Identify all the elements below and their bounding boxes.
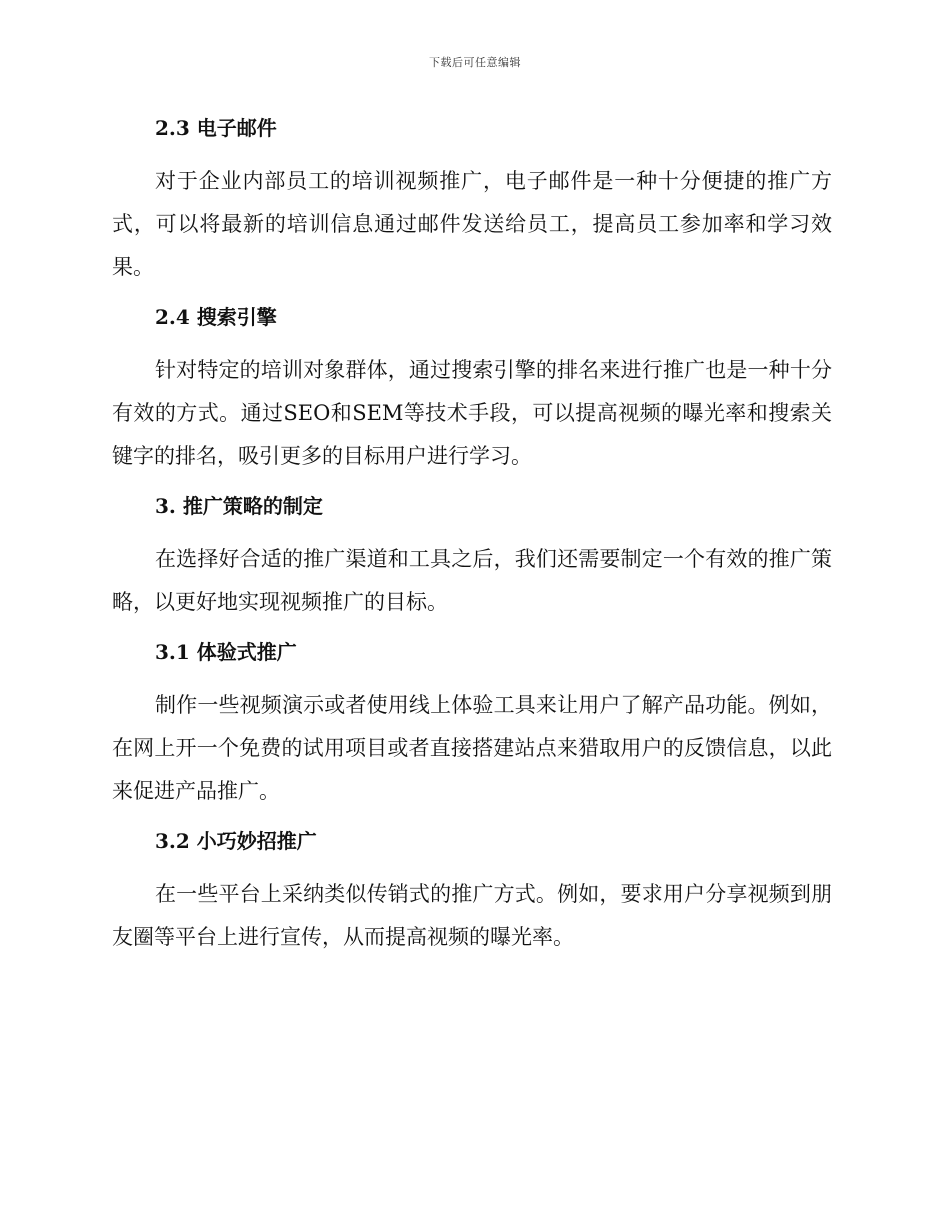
section-paragraph-2-3: 对于企业内部员工的培训视频推广，电子邮件是一种十分便捷的推广方式，可以将最新的培训信息通过邮件发送给员工，提高员工参加率和学习效果。 xyxy=(112,169,832,279)
section-heading-3: 3. 推广策略的制定 xyxy=(155,494,323,518)
section-paragraph-3: 在选择好合适的推广渠道和工具之后，我们还需要制定一个有效的推广策略，以更好地实现视频推广的目标。 xyxy=(112,547,832,614)
section-heading-3-1: 3.1 体验式推广 xyxy=(155,640,297,664)
section-heading-2-3: 2.3 电子邮件 xyxy=(155,116,277,140)
section-paragraph-2-4: 针对特定的培训对象群体，通过搜索引擎的排名来进行推广也是一种十分有效的方式。通过SEO和SEM等技术手段，可以提高视频的曝光率和搜索关键字的排名，吸引更多的目标用户进行学习。 xyxy=(112,358,832,468)
section-paragraph-3-2: 在一些平台上采纳类似传销式的推广方式。例如，要求用户分享视频到朋友圈等平台上进行宣传，从而提高视频的曝光率。 xyxy=(112,882,832,949)
section-heading-2-4: 2.4 搜索引擎 xyxy=(155,305,277,329)
section-paragraph-3-1: 制作一些视频演示或者使用线上体验工具来让用户了解产品功能。例如，在网上开一个免费的试用项目或者直接搭建站点来猎取用户的反馈信息，以此来促进产品推广。 xyxy=(112,693,832,803)
section-heading-3-2: 3.2 小巧妙招推广 xyxy=(155,829,317,853)
page-header: 下载后可任意编辑 xyxy=(429,56,521,69)
document-body xyxy=(112,108,832,959)
